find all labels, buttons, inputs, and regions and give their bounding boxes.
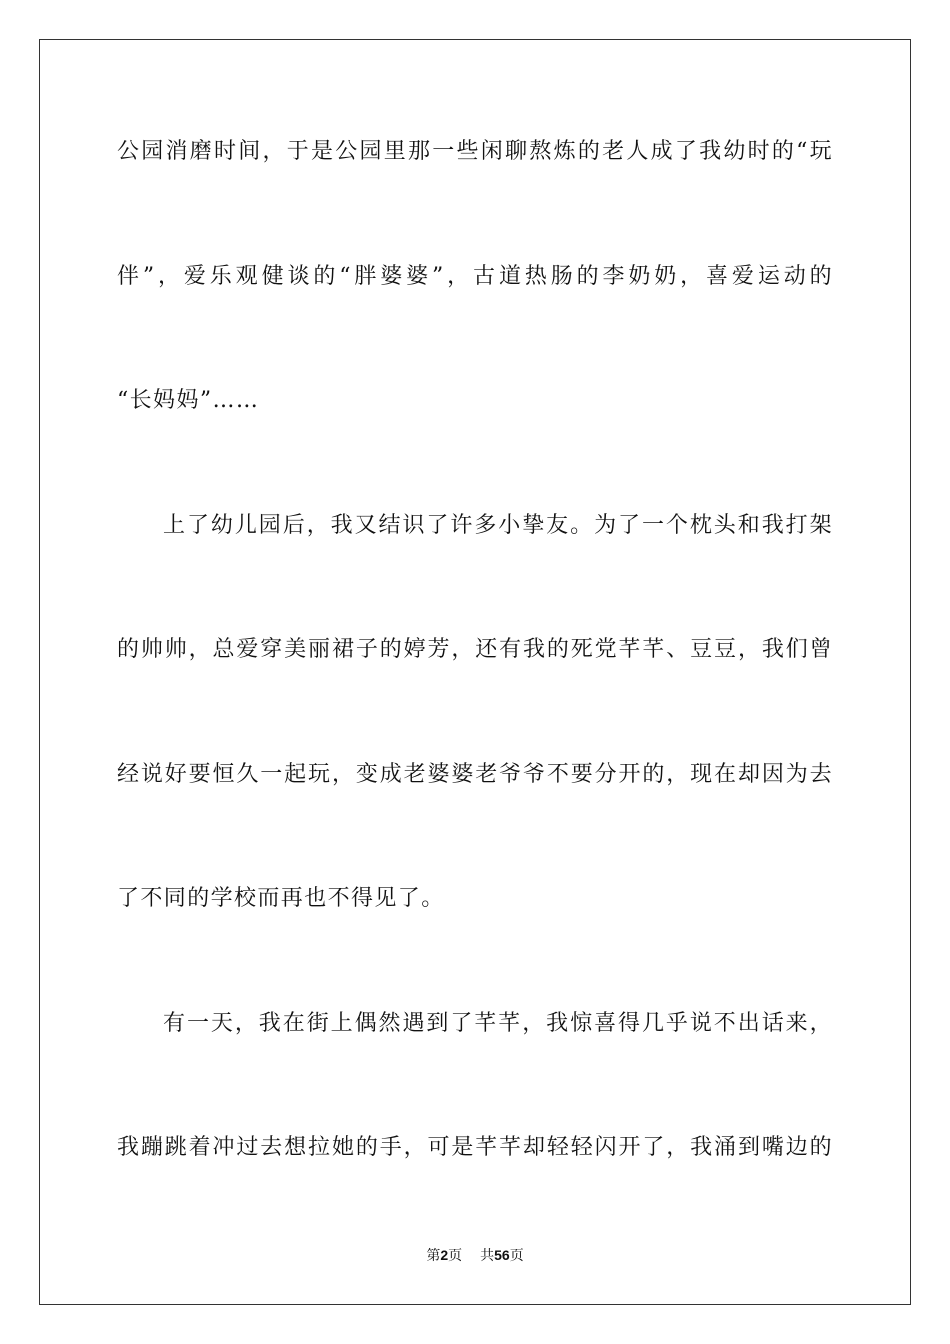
- text-line: 伴”，爱乐观健谈的“胖婆婆”，古道热肠的李奶奶，喜爱运动的: [117, 264, 833, 289]
- total-suffix: 页: [509, 1248, 524, 1264]
- text-line: 经说好要恒久一起玩，变成老婆婆老爷爷不要分开的，现在却因为去: [117, 762, 833, 787]
- paragraph-first-line: 有一天，我在街上偶然遇到了芊芊，我惊喜得几乎说不出话来，: [163, 1011, 833, 1036]
- page-border: [39, 39, 911, 1305]
- total-pages: 56: [494, 1247, 510, 1263]
- text-line: 我蹦跳着冲过去想拉她的手，可是芊芊却轻轻闪开了，我涌到嘴边的: [117, 1135, 833, 1160]
- text-line: 了不同的学校而再也不得见了。: [117, 886, 445, 911]
- text-line: “长妈妈”……: [117, 388, 260, 413]
- page-number: 2: [440, 1247, 449, 1263]
- paragraph-first-line: 上了幼儿园后，我又结识了许多小挚友。为了一个枕头和我打架: [163, 513, 833, 538]
- text-line: 公园消磨时间，于是公园里那一些闲聊熬炼的老人成了我幼时的“玩: [117, 139, 833, 164]
- page-footer: [0, 1245, 950, 1266]
- page-suffix: 页: [448, 1248, 463, 1264]
- text-line: 的帅帅，总爱穿美丽裙子的婷芳，还有我的死党芊芊、豆豆，我们曾: [117, 637, 833, 662]
- total-prefix: 共: [480, 1248, 495, 1264]
- page-prefix: 第: [426, 1248, 441, 1264]
